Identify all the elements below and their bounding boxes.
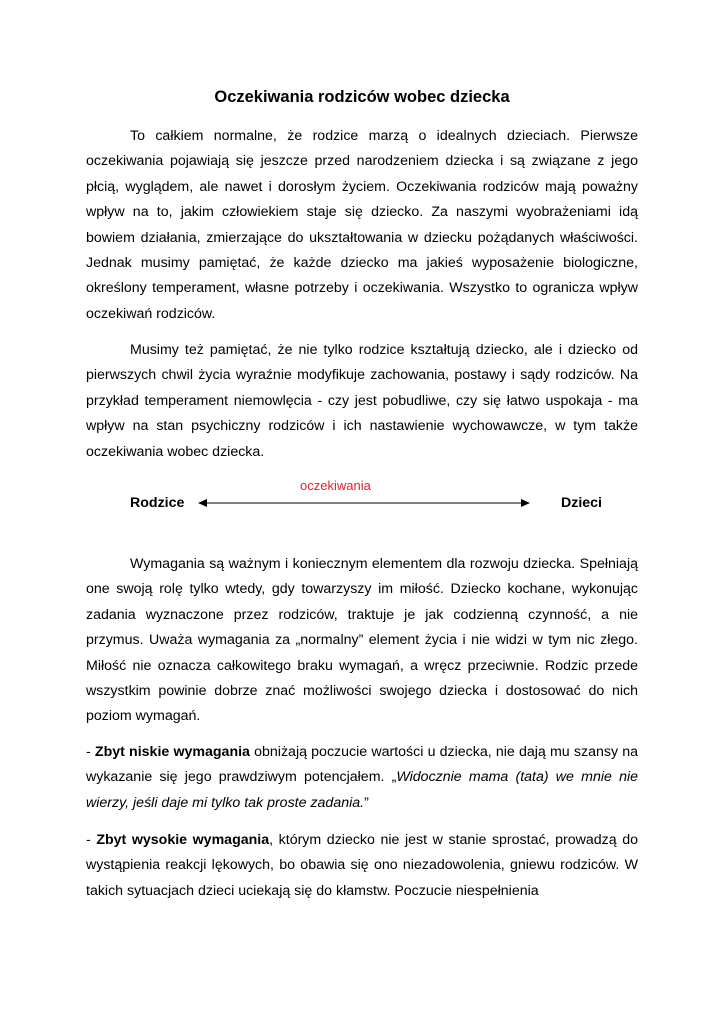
paragraph-expectations-intro: To całkiem normalne, że rodzice marzą o idealnych dzieciach. Pierwsze oczekiwania pojawiają się jeszcze przed narodzeniem dziecka i są związane z jego płcią, wyglądem, ale nawet i dorosłym życiem. Oczekiwania rodziców mają poważny wpływ na to, jakim człowiekiem staje się dziecko. Za naszymi wyobrażeniami idą bowiem działania, zmierzające do ukształtowania w dziecku pożądanych właściwości. Jednak musimy pamiętać, że każde dziecko ma jakieś wyposażenie biologiczne, określony temperament, własne potrzeby i oczekiwania. Wszystko to ogranicza wpływ oczekiwań rodziców. [86, 128, 638, 322]
paragraph-child-influence: Musimy też pamiętać, że nie tylko rodzice kształtują dziecko, ale i dziecko od pierwszych chwil życia wyraźnie modyfikuje zachowania, postawy i sądy rodziców. Na przykład temperament niemowlęcia - czy jest pobudliwe, czy się łatwo uspokaja - ma wpływ na stan psychiczny rodziców i ich nastawienie wychowawcze, w tym także oczekiwania wobec dziecka. [86, 342, 638, 460]
paragraph-requirements: Wymagania są ważnym i koniecznym elementem dla rozwoju dziecka. Spełniają one swoją rolę tylko wtedy, gdy towarzyszy im miłość. Dziecko kochane, wykonując zadania wyznaczone przez rodziców, traktuje je jak codzienną czynność, a nie przymus. Uważa wymagania za „normalny” element życia i nie widzi w tym nic złego. Miłość nie oznacza całkowitego braku wymagań, a wręcz przeciwnie. Rodzic przede wszystkim powinie dobrze znać możliwości swojego dziecka i dostosować do nich poziom wymagań. [86, 556, 638, 725]
parents-children-diagram [0, 474, 724, 524]
list-item-prefix: - [86, 744, 95, 760]
child-quote: Widocznie mama (tata) we mnie nie wierzy, jeśli daje mi tylko tak proste zadania. [86, 769, 638, 811]
diagram-label-parents: Rodzice [130, 495, 185, 511]
list-item-text: obniżają poczucie wartości u dziecka, nie dają mu szansy na wykazanie się jego prawdziwym potencjałem. „ [86, 744, 639, 786]
list-item-text: , którym dziecko nie jest w stanie sprostać, prowadzą do wystąpienia reakcji lękowych, bo obawia się ono niezadowolenia, gniewu rodziców. W takich sytuacjach dzieci uciekają się do kłamstw. Poczucie niespełnienia [86, 832, 638, 899]
diagram-label-children: Dzieci [561, 495, 603, 511]
list-item-prefix: - [86, 832, 97, 848]
list-item-high-requirements [86, 828, 638, 904]
double-arrow-icon [198, 496, 530, 510]
diagram-label-expectations: oczekiwania [300, 478, 371, 493]
list-item-low-requirements [86, 740, 638, 816]
term-low-requirements: Zbyt niskie wymagania [94, 744, 250, 760]
document-title: Oczekiwania rodziców wobec dziecka [214, 88, 510, 106]
quote-close: ” [364, 794, 369, 811]
term-high-requirements: Zbyt wysokie wymagania [96, 832, 270, 848]
